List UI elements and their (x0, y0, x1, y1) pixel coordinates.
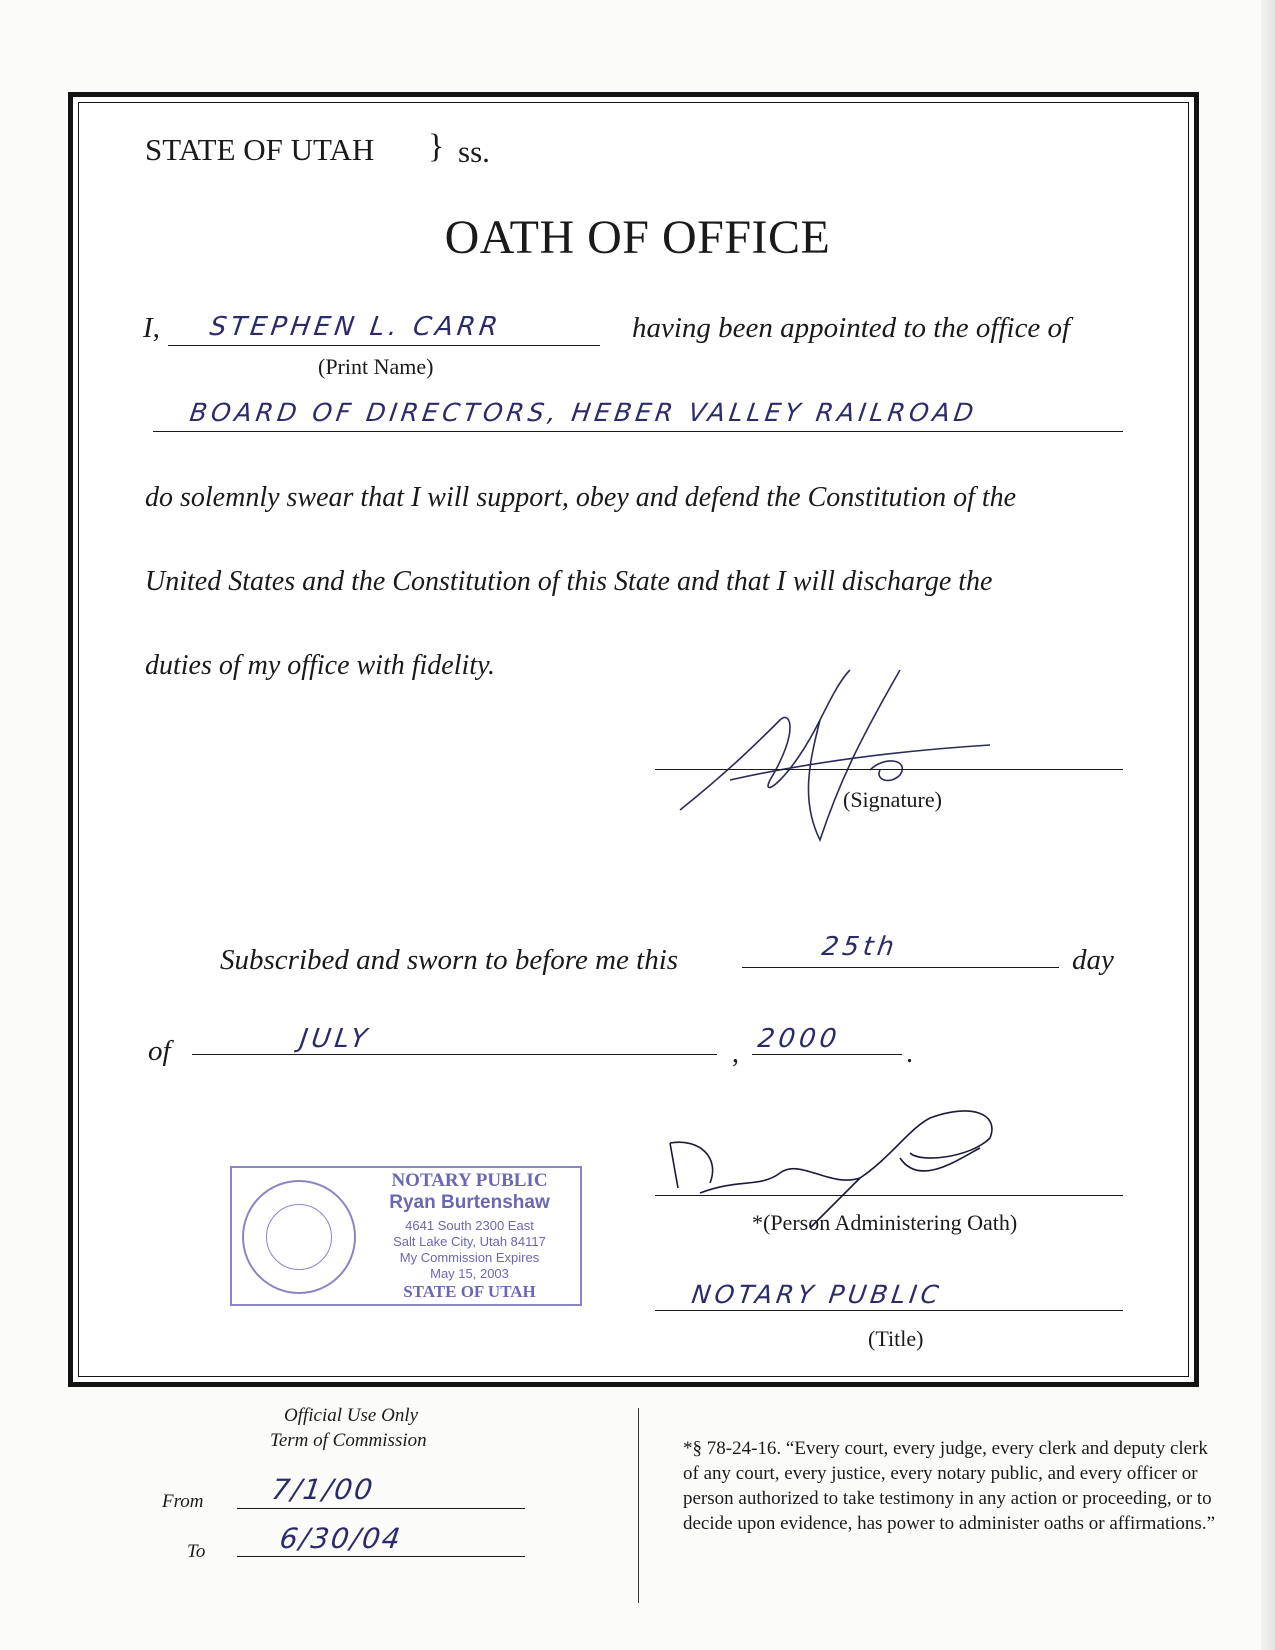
name-handwritten: STEPHEN L. CARR (207, 312, 504, 342)
stamp-expires-date: May 15, 2003 (430, 1266, 509, 1281)
from-value: 7/1/00 (269, 1473, 377, 1506)
month-handwritten: JULY (297, 1024, 373, 1054)
oath-prefix: I, (143, 312, 160, 344)
signature-label: (Signature) (843, 787, 942, 812)
day-label: day (1072, 944, 1114, 976)
to-line (237, 1556, 525, 1557)
body-line-3: duties of my office with fidelity. (145, 650, 495, 681)
to-value: 6/30/04 (277, 1522, 405, 1555)
body-line-2: United States and the Constitution of this State and that I will discharge the (145, 566, 993, 597)
appointed-text: having been appointed to the office of (632, 312, 1071, 344)
state-heading: STATE OF UTAH (145, 132, 375, 167)
print-name-label: (Print Name) (318, 354, 434, 379)
signature-line (655, 769, 1123, 770)
month-line (192, 1054, 717, 1055)
stamp-name: Ryan Burtenshaw (389, 1192, 550, 1213)
name-line (168, 345, 600, 346)
administering-label: *(Person Administering Oath) (752, 1210, 1018, 1235)
office-line (153, 431, 1123, 432)
day-handwritten: 25th (819, 932, 900, 962)
title-line (655, 1310, 1123, 1311)
state-seal-icon (242, 1180, 356, 1294)
document-title: OATH OF OFFICE (444, 211, 831, 264)
stamp-heading: NOTARY PUBLIC (391, 1170, 548, 1191)
statute-text: *§ 78-24-16. “Every court, every judge, every clerk and deputy clerk of any court, every justice, every notary public, and every officer or person authorized to take testimony in any action or proceeding, or to decide upon evidence, has power to administer oaths or affirmations.” (683, 1438, 1216, 1534)
official-use-heading: Official Use Only (284, 1405, 419, 1426)
to-label: To (187, 1541, 206, 1562)
year-line (752, 1054, 902, 1055)
from-label: From (162, 1491, 204, 1512)
term-heading: Term of Commission (270, 1430, 427, 1451)
sworn-text: Subscribed and sworn to before me this (220, 944, 679, 976)
of-label: of (148, 1035, 171, 1067)
period: . (906, 1038, 913, 1069)
year-handwritten: 2000 (755, 1024, 843, 1054)
ss-label: ss. (458, 134, 490, 169)
day-line (742, 967, 1059, 968)
stamp-expires-label: My Commission Expires (399, 1250, 540, 1265)
comma: , (732, 1038, 739, 1069)
stamp-address-2: Salt Lake City, Utah 84117 (393, 1234, 546, 1249)
administering-line (655, 1195, 1123, 1196)
brace: } (428, 128, 445, 165)
notary-stamp (230, 1166, 582, 1306)
oath-signature (670, 660, 1000, 860)
from-line (237, 1508, 525, 1509)
stamp-address-1: 4641 South 2300 East (405, 1218, 534, 1233)
body-line-1: do solemnly swear that I will support, obey and defend the Constitution of the (145, 482, 1017, 513)
title-handwritten: NOTARY PUBLIC (689, 1280, 945, 1309)
office-handwritten: BOARD OF DIRECTORS, HEBER VALLEY RAILROAD (187, 398, 980, 427)
stamp-state: STATE OF UTAH (403, 1282, 536, 1301)
title-label: (Title) (868, 1326, 924, 1351)
footer-divider (638, 1408, 639, 1603)
